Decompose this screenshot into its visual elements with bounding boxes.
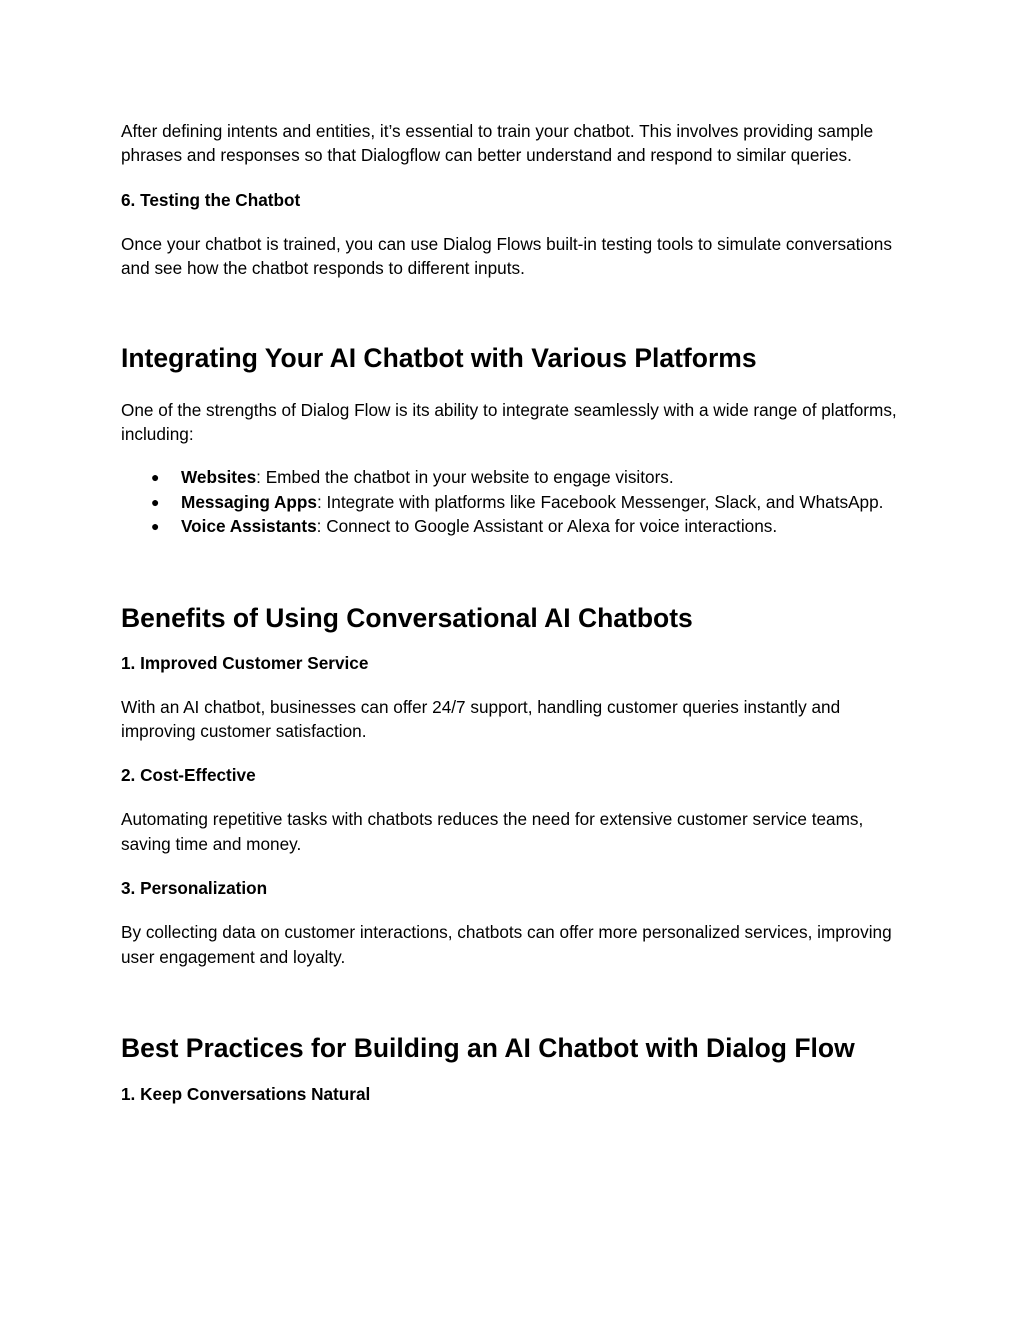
testing-subheading: 6. Testing the Chatbot bbox=[121, 189, 301, 210]
bullet-icon: ● bbox=[151, 518, 160, 535]
platform-list bbox=[121, 465, 904, 538]
list-item-text: : Embed the chatbot in your website to engage visitors. bbox=[256, 467, 674, 488]
testing-paragraph: Once your chatbot is trained, you can use Dialog Flows built-in testing tools to simulate conversations and see how the chatbot responds to different inputs. bbox=[121, 233, 892, 279]
benefits-heading: Benefits of Using Conversational AI Chatbots bbox=[121, 602, 693, 633]
benefit-subheading: 3. Personalization bbox=[121, 878, 268, 899]
list-item-bold: Voice Assistants bbox=[181, 516, 317, 537]
best-practices-heading: Best Practices for Building an AI Chatbot with Dialog Flow bbox=[121, 1033, 855, 1064]
benefit-paragraph: With an AI chatbot, businesses can offer 24/7 support, handling customer queries instantly and improving customer satisfaction. bbox=[121, 696, 841, 742]
benefit-subheading: 2. Cost-Effective bbox=[121, 765, 256, 786]
list-item-bold: Websites bbox=[181, 467, 257, 488]
list-item-text: : Connect to Google Assistant or Alexa for voice interactions. bbox=[316, 516, 778, 537]
integration-heading: Integrating Your AI Chatbot with Various Platforms bbox=[121, 342, 757, 373]
bullet-icon: ● bbox=[151, 493, 160, 510]
benefit-paragraph: Automating repetitive tasks with chatbots reduces the need for extensive customer service teams, saving time and money. bbox=[121, 809, 864, 854]
best-practices-subheading: 1. Keep Conversations Natural bbox=[121, 1084, 371, 1105]
list-item-text: : Integrate with platforms like Facebook Messenger, Slack, and WhatsApp. bbox=[316, 491, 884, 512]
list-item bbox=[121, 490, 904, 514]
benefit-paragraph: By collecting data on customer interactions, chatbots can offer more personalized services, improving user engagement and loyalty. bbox=[121, 922, 892, 967]
list-item bbox=[121, 465, 904, 489]
benefit-subheading: 1. Improved Customer Service bbox=[121, 652, 369, 673]
training-paragraph: After defining intents and entities, it’s essential to train your chatbot. This involves providing sample phrases and responses so that Dialogflow can better understand and respond to similar queries. bbox=[121, 121, 874, 166]
list-item bbox=[121, 514, 904, 538]
bullet-icon: ● bbox=[151, 469, 160, 486]
integration-paragraph: One of the strengths of Dialog Flow is its ability to integrate seamlessly with a wide range of platforms, including: bbox=[121, 399, 897, 445]
list-item-bold: Messaging Apps bbox=[181, 491, 317, 512]
